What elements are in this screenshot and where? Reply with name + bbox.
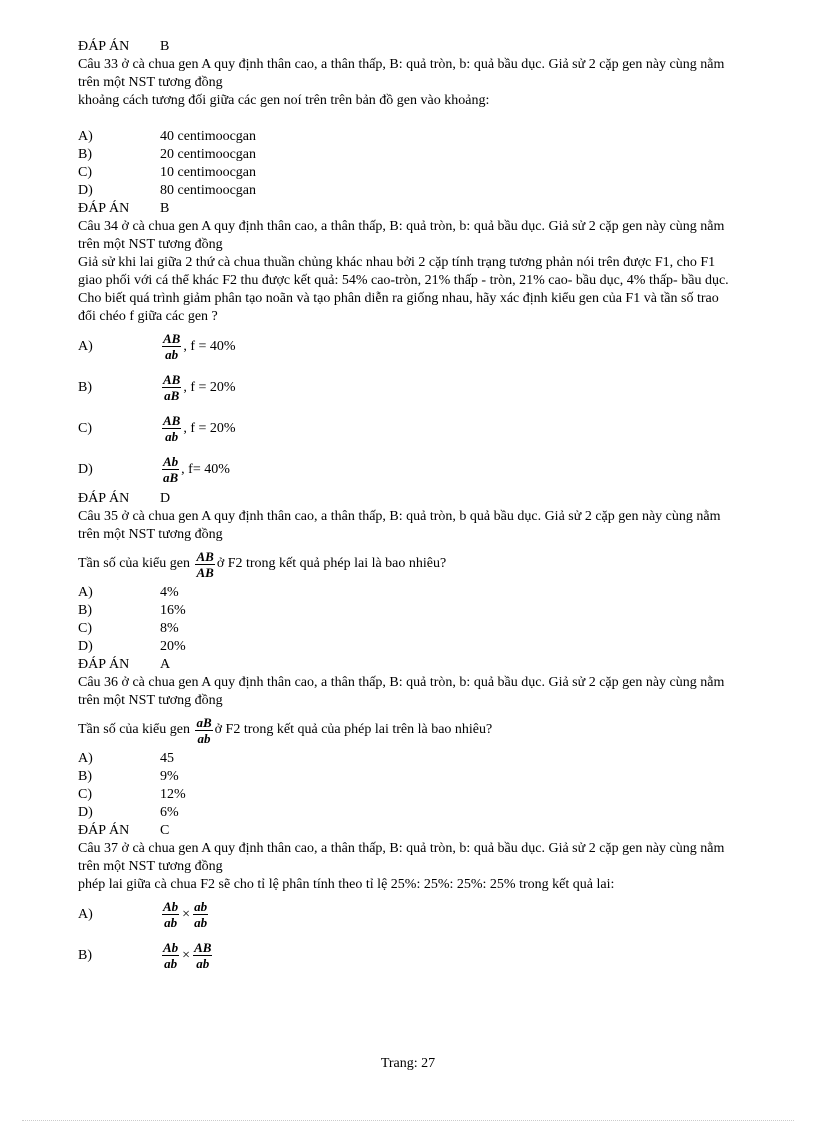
option-key: B) — [78, 769, 92, 784]
option-key: D) — [78, 805, 93, 820]
option-text: 12% — [160, 787, 186, 802]
fraction-denominator: aB — [163, 470, 179, 485]
option-c — [78, 164, 740, 182]
option-key: B) — [78, 603, 92, 618]
answer-value: D — [160, 491, 171, 506]
fraction-denominator: ab — [164, 956, 178, 971]
question-37-text2: phép lai giữa cà chua F2 sẽ cho tỉ lệ phân tính theo tỉ lệ 25%: 25%: 25%: 25% trong kết quả lai: — [78, 877, 615, 892]
fraction-denominator: ab — [165, 429, 179, 444]
page-number: Trang: 27 — [380, 1056, 436, 1071]
option-key: A) — [78, 585, 93, 600]
option-key: A) — [78, 906, 93, 922]
fraction-denominator: AB — [196, 564, 214, 580]
genotype-fraction — [162, 940, 179, 971]
answer-label: ĐÁP ÁN — [78, 201, 130, 216]
option-key: B) — [78, 947, 92, 963]
genotype-fraction — [193, 899, 208, 930]
option-text: 45 — [160, 751, 174, 766]
genotype-fraction — [195, 549, 214, 580]
option-text: 10 centimoocgan — [160, 165, 257, 180]
question-37-text: Câu 37 ở cà chua gen A quy định thân cao, a thân thấp, B: quả tròn, b: quả bầu dục. Giả sử 2 cặp gen này cùng nằm trên một NST tương đồng — [78, 841, 725, 874]
option-key: B) — [78, 147, 92, 162]
genotype-fraction — [162, 331, 181, 362]
option-c — [78, 620, 740, 638]
fraction-numerator: AB — [194, 940, 212, 955]
genotype-fraction — [162, 899, 179, 930]
fraction-denominator: ab — [165, 347, 179, 362]
fraction-denominator: ab — [164, 915, 178, 930]
option-key: C) — [78, 165, 92, 180]
fraction-numerator: AB — [163, 413, 181, 428]
option-d — [78, 804, 740, 822]
cross-symbol: × — [182, 906, 191, 922]
prompt-post: ở F2 trong kết quả của phép lai trên là bao nhiêu? — [214, 722, 493, 737]
option-b — [78, 146, 740, 164]
option-text: 16% — [160, 603, 186, 618]
answer-value: B — [160, 39, 170, 54]
answer-line-q34 — [78, 490, 740, 508]
prompt-post: ở F2 trong kết quả phép lai là bao nhiêu? — [216, 556, 447, 571]
fraction-denominator: ab — [196, 956, 210, 971]
option-text: 8% — [160, 621, 179, 636]
option-key: C) — [78, 621, 92, 636]
page-bottom-divider — [22, 1120, 794, 1121]
answer-value: B — [160, 201, 170, 216]
option-b — [78, 935, 740, 976]
answer-label: ĐÁP ÁN — [78, 39, 130, 54]
option-key: D) — [78, 639, 93, 654]
option-a — [78, 584, 740, 602]
option-key: A) — [78, 338, 93, 354]
fraction-numerator: Ab — [163, 899, 179, 914]
question-34-text: Câu 34 ở cà chua gen A quy định thân cao, a thân thấp, B: quả tròn, b: quả bầu dục. Giả sử 2 cặp gen này cùng nằm trên một NST tương đồng — [78, 219, 725, 252]
fraction-denominator: ab — [194, 915, 208, 930]
answer-line-q35 — [78, 656, 740, 674]
option-key: C) — [78, 787, 92, 802]
fraction-numerator: Ab — [163, 454, 179, 469]
option-d — [78, 638, 740, 656]
answer-label: ĐÁP ÁN — [78, 657, 130, 672]
option-text: , f = 20% — [183, 379, 236, 395]
prompt-pre: Tần số của kiểu gen — [78, 722, 190, 737]
fraction-numerator: AB — [163, 372, 181, 387]
option-text: , f= 40% — [181, 461, 230, 477]
option-text: 9% — [160, 769, 179, 784]
fraction-numerator: ab — [194, 899, 208, 914]
option-a — [78, 894, 740, 935]
option-text: , f = 40% — [183, 338, 236, 354]
option-text: , f = 20% — [183, 420, 236, 436]
fraction-numerator: AB — [163, 331, 181, 346]
answer-value: A — [160, 657, 171, 672]
option-key: A) — [78, 751, 93, 766]
answer-label: ĐÁP ÁN — [78, 823, 130, 838]
option-text: 40 centimoocgan — [160, 129, 257, 144]
option-key: D) — [78, 461, 93, 477]
answer-label: ĐÁP ÁN — [78, 491, 130, 506]
prompt-pre: Tần số của kiểu gen — [78, 556, 190, 571]
fraction-numerator: AB — [196, 548, 214, 564]
question-33-text: Câu 33 ở cà chua gen A quy định thân cao, a thân thấp, B: quả tròn, b: quả bầu dục. Giả sử 2 cặp gen này cùng nằm trên một NST tương đồng — [78, 57, 725, 90]
answer-value: C — [160, 823, 170, 838]
question-36-text: Câu 36 ở cà chua gen A quy định thân cao, a thân thấp, B: quả tròn, b: quả bầu dục. Giả sử 2 cặp gen này cùng nằm trên một NST tương đồng — [78, 675, 725, 708]
option-text: 6% — [160, 805, 179, 820]
option-b — [78, 768, 740, 786]
page-content — [78, 38, 740, 976]
question-35-text: Câu 35 ở cà chua gen A quy định thân cao, a thân thấp, B: quả tròn, b quả bầu dục. Giả sử 2 cặp gen này cùng nằm trên một NST tương đồng — [78, 509, 721, 542]
option-text: 20% — [160, 639, 186, 654]
question-34-text2: Giả sử khi lai giữa 2 thứ cà chua thuần chủng khác nhau bởi 2 cặp tính trạng tương phản nói trên được F1, cho F1 giao phối với cá thể khác F2 thu được kết quả: 54% cao-tròn, 21% thấp - tròn, 21% cao- bầu dục, 4% thấp- bầu dục. Cho biết quá trình giảm phân tạo noãn và tạo phân diễn ra giống nhau, hãy xác định kiểu gen của F1 và tần số trao đổi chéo f giữa các gen ? — [78, 255, 729, 324]
option-text: 4% — [160, 585, 179, 600]
fraction-numerator: Ab — [163, 940, 179, 955]
fraction-denominator: ab — [197, 730, 211, 746]
question-36-prompt — [78, 710, 740, 750]
option-a — [78, 750, 740, 768]
option-key: A) — [78, 129, 93, 144]
option-key: D) — [78, 183, 93, 198]
cross-symbol: × — [182, 947, 191, 963]
option-a — [78, 326, 740, 367]
option-b — [78, 602, 740, 620]
genotype-fraction — [162, 372, 181, 403]
option-b — [78, 367, 740, 408]
option-d — [78, 449, 740, 490]
question-33-text2: khoảng cách tương đối giữa các gen noí trên trên bản đồ gen vào khoảng: — [78, 93, 490, 108]
option-a — [78, 128, 740, 146]
option-text: 80 centimoocgan — [160, 183, 257, 198]
answer-line-q33 — [78, 200, 740, 218]
genotype-fraction — [195, 715, 212, 746]
fraction-numerator: aB — [196, 714, 212, 730]
genotype-fraction — [162, 454, 179, 485]
option-d — [78, 182, 740, 200]
option-c — [78, 408, 740, 449]
genotype-fraction — [193, 940, 212, 971]
fraction-denominator: aB — [164, 388, 180, 403]
answer-line-q36 — [78, 822, 740, 840]
option-key: B) — [78, 379, 92, 395]
option-text: 20 centimoocgan — [160, 147, 257, 162]
genotype-fraction — [162, 413, 181, 444]
option-key: C) — [78, 420, 92, 436]
option-c — [78, 786, 740, 804]
question-35-prompt — [78, 544, 740, 584]
answer-line-q32 — [78, 38, 740, 56]
